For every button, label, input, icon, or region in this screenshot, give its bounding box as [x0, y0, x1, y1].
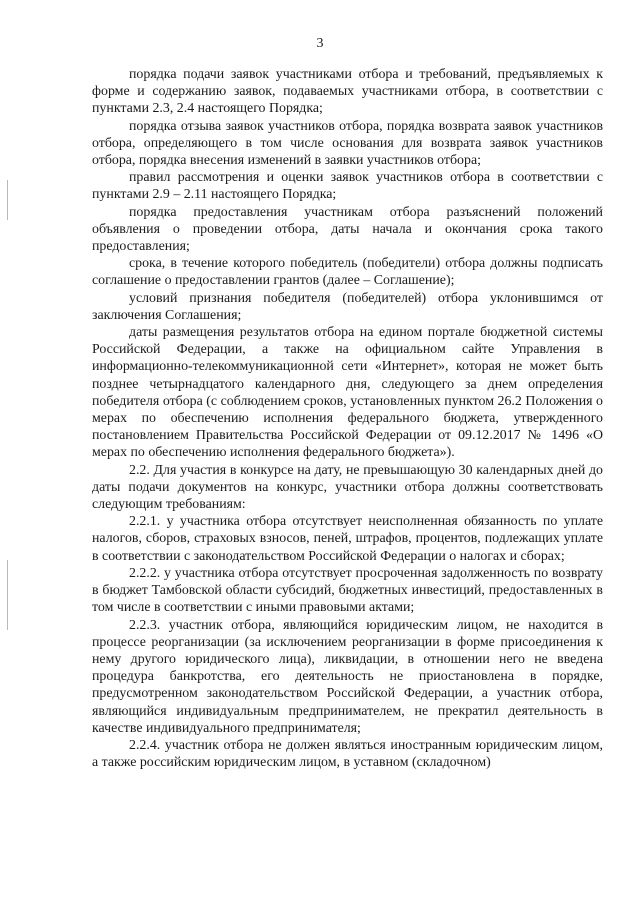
- paragraph: порядка предоставления участникам отбора разъяснений положений объявления о проведении отбора, даты начала и окончания срока такого предоставления;: [92, 204, 603, 255]
- paragraph: 2.2.2. у участника отбора отсутствует просроченная задолженность по возврату в бюджет Тамбовской области субсидий, бюджетных инвестиций, предоставленных в том числе в соответствии с иными правовыми актами;: [92, 565, 603, 616]
- paragraph: даты размещения результатов отбора на едином портале бюджетной системы Российской Федерации, а также на официальном сайте Управления в информационно-телекоммуникационной сети «Интернет», которая не может быть позднее четырнадцатого календарного дня, следующего за днем определения победителя отбора (с соблюдением сроков, установленных пунктом 26.2 Положения о мерах по обеспечению исполнения федерального бюджета, утвержденного постановлением Правительства Российской Федерации от 09.12.2017 № 1496 «О мерах по обеспечению исполнения федерального бюджета»).: [92, 325, 603, 461]
- paragraph: порядка подачи заявок участниками отбора и требований, предъявляемых к форме и содержанию заявок, подаваемых участниками отбора, в соответствии с пунктами 2.3, 2.4 настоящего Порядка;: [92, 67, 603, 117]
- paragraph: 2.2. Для участия в конкурсе на дату, не превышающую 30 календарных дней до даты подачи документов на конкурс, участники отбора должны соответствовать следующим требованиям:: [92, 462, 603, 513]
- paragraph: условий признания победителя (победителей) отбора уклонившимся от заключения Соглашения;: [92, 290, 603, 323]
- paragraph: 2.2.4. участник отбора не должен являться иностранным юридическим лицом, а также российским юридическим лицом, в уставном (складочном): [92, 737, 603, 771]
- paragraph: 2.2.3. участник отбора, являющийся юридическим лицом, не находится в процессе реорганизации (за исключением реорганизации в форме присоединения к нему другого юридического лица), ликвидации, в отношении него не введена процедура банкротства, его деятельность не приостановлена в порядке, предусмотренном законодательством Российской Федерации, а участник отбора, являющийся индивидуальным предпринимателем, не прекратил деятельность в качестве индивидуального предпринимателя;: [92, 617, 603, 736]
- scan-edge-mark: [7, 560, 8, 630]
- paragraph: правил рассмотрения и оценки заявок участников отбора в соответствии с пунктами 2.9 – 2.11 настоящего Порядка;: [92, 170, 603, 203]
- paragraph: порядка отзыва заявок участников отбора, порядка возврата заявок участников отбора, определяющего в том числе основания для возврата заявок участников отбора, порядка внесения изменений в заявки участников отбора;: [92, 118, 603, 169]
- document-body: [92, 66, 603, 771]
- page-number: 3: [316, 36, 324, 51]
- paragraph: срока, в течение которого победитель (победители) отбора должны подписать соглашение о предоставлении грантов (далее – Соглашение);: [92, 256, 603, 289]
- paragraph: 2.2.1. у участника отбора отсутствует неисполненная обязанность по уплате налогов, сборов, страховых взносов, пеней, штрафов, процентов, подлежащих уплате в соответствии с законодательством Российской Федерации о налогах и сборах;: [92, 514, 603, 564]
- scan-edge-mark: [7, 180, 8, 220]
